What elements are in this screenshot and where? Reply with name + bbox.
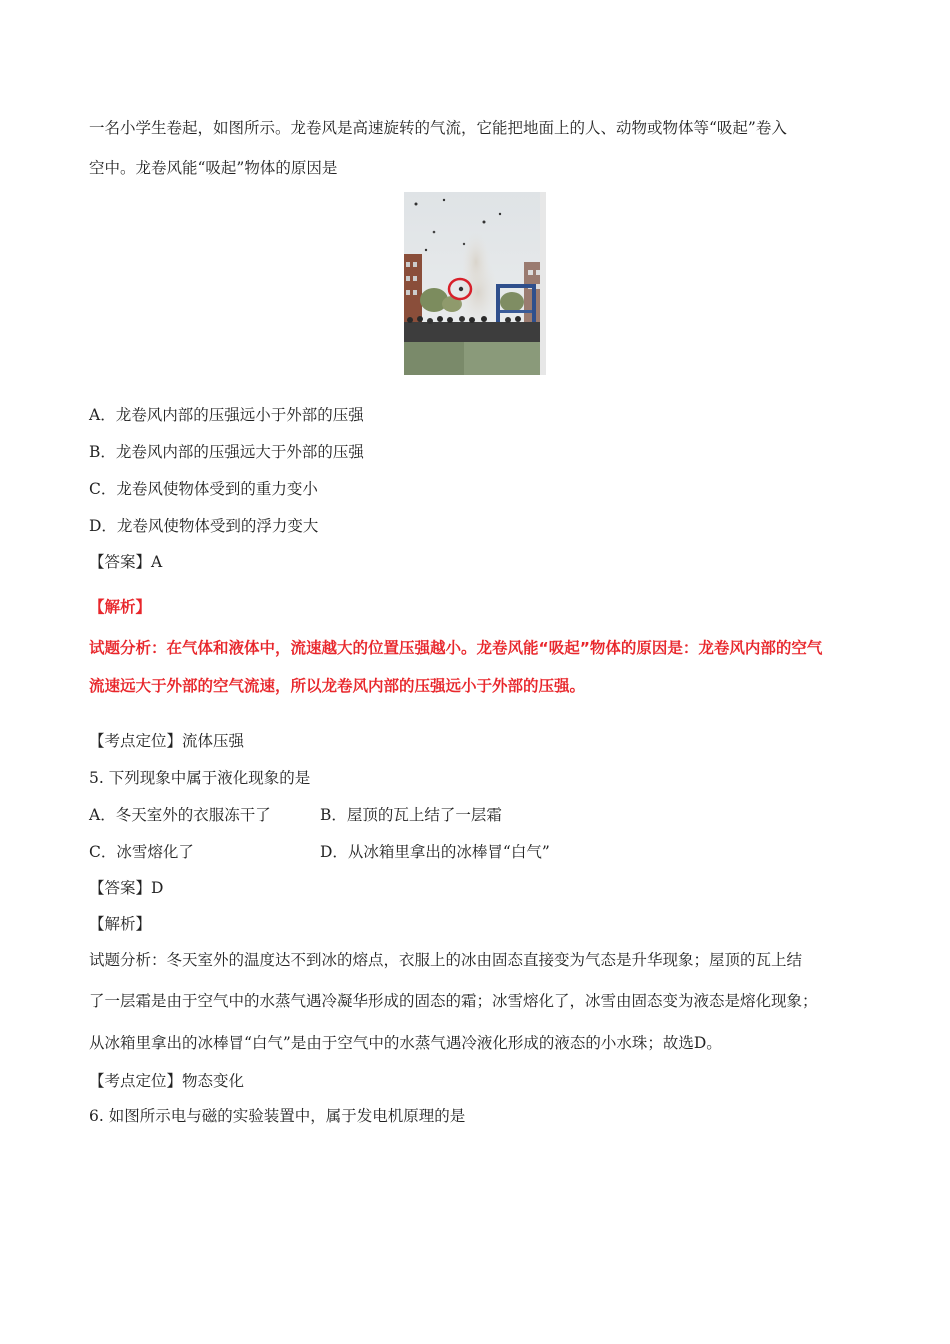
q4-option-a: A．龙卷风内部的压强远小于外部的压强: [89, 406, 364, 424]
q5-option-row2: [89, 842, 849, 862]
q5-analysis-line3: 从冰箱里拿出的冰棒冒“白气”是由于空气中的水蒸气遇冷液化形成的液态的小水珠；故选D。: [89, 1034, 722, 1052]
q5-stem: 5. 下列现象中属于液化现象的是: [89, 769, 311, 787]
q5-analysis-line2: 了一层霜是由于空气中的水蒸气遇冷凝华形成的固态的霜；冰雪熔化了，冰雪由固态变为液态是熔化现象；: [89, 992, 818, 1010]
q5-option-a: A．冬天室外的衣服冻干了: [89, 806, 271, 824]
q5-option-row1: [89, 805, 849, 825]
q4-stem-line2: 空中。龙卷风能“吸起”物体的原因是: [89, 159, 338, 177]
q4-option-d: D．龙卷风使物体受到的浮力变大: [89, 517, 319, 535]
q4-stem-line1: 一名小学生卷起，如图所示。龙卷风是高速旋转的气流，它能把地面上的人、动物或物体等“吸起”卷入: [89, 119, 787, 137]
q5-option-b: B．屋顶的瓦上结了一层霜: [320, 806, 502, 824]
q4-answer: 【答案】A: [89, 553, 163, 571]
tornado-photo: [404, 192, 546, 375]
q5-answer: 【答案】D: [89, 879, 164, 897]
q5-topic: 【考点定位】物态变化: [89, 1072, 245, 1090]
q4-topic: 【考点定位】流体压强: [89, 732, 245, 750]
q5-analysis-heading: 【解析】: [89, 915, 152, 933]
q4-analysis-line1: 试题分析：在气体和液体中，流速越大的位置压强越小。龙卷风能“吸起”物体的原因是：龙卷风内部的空气: [89, 639, 823, 657]
q4-analysis-heading: 【解析】: [89, 598, 152, 616]
q4-option-b: B．龙卷风内部的压强远大于外部的压强: [89, 443, 364, 461]
q4-analysis-line2: 流速远大于外部的空气流速，所以龙卷风内部的压强远小于外部的压强。: [89, 677, 586, 695]
q4-option-c: C．龙卷风使物体受到的重力变小: [89, 480, 318, 498]
q5-analysis-line1: 试题分析：冬天室外的温度达不到冰的熔点，衣服上的冰由固态直接变为气态是升华现象；屋顶的瓦上结: [89, 951, 803, 969]
q6-stem: 6. 如图所示电与磁的实验装置中，属于发电机原理的是: [89, 1107, 466, 1125]
q5-option-d: D．从冰箱里拿出的冰棒冒“白气”: [320, 843, 550, 861]
q5-option-c: C．冰雪熔化了: [89, 843, 194, 861]
